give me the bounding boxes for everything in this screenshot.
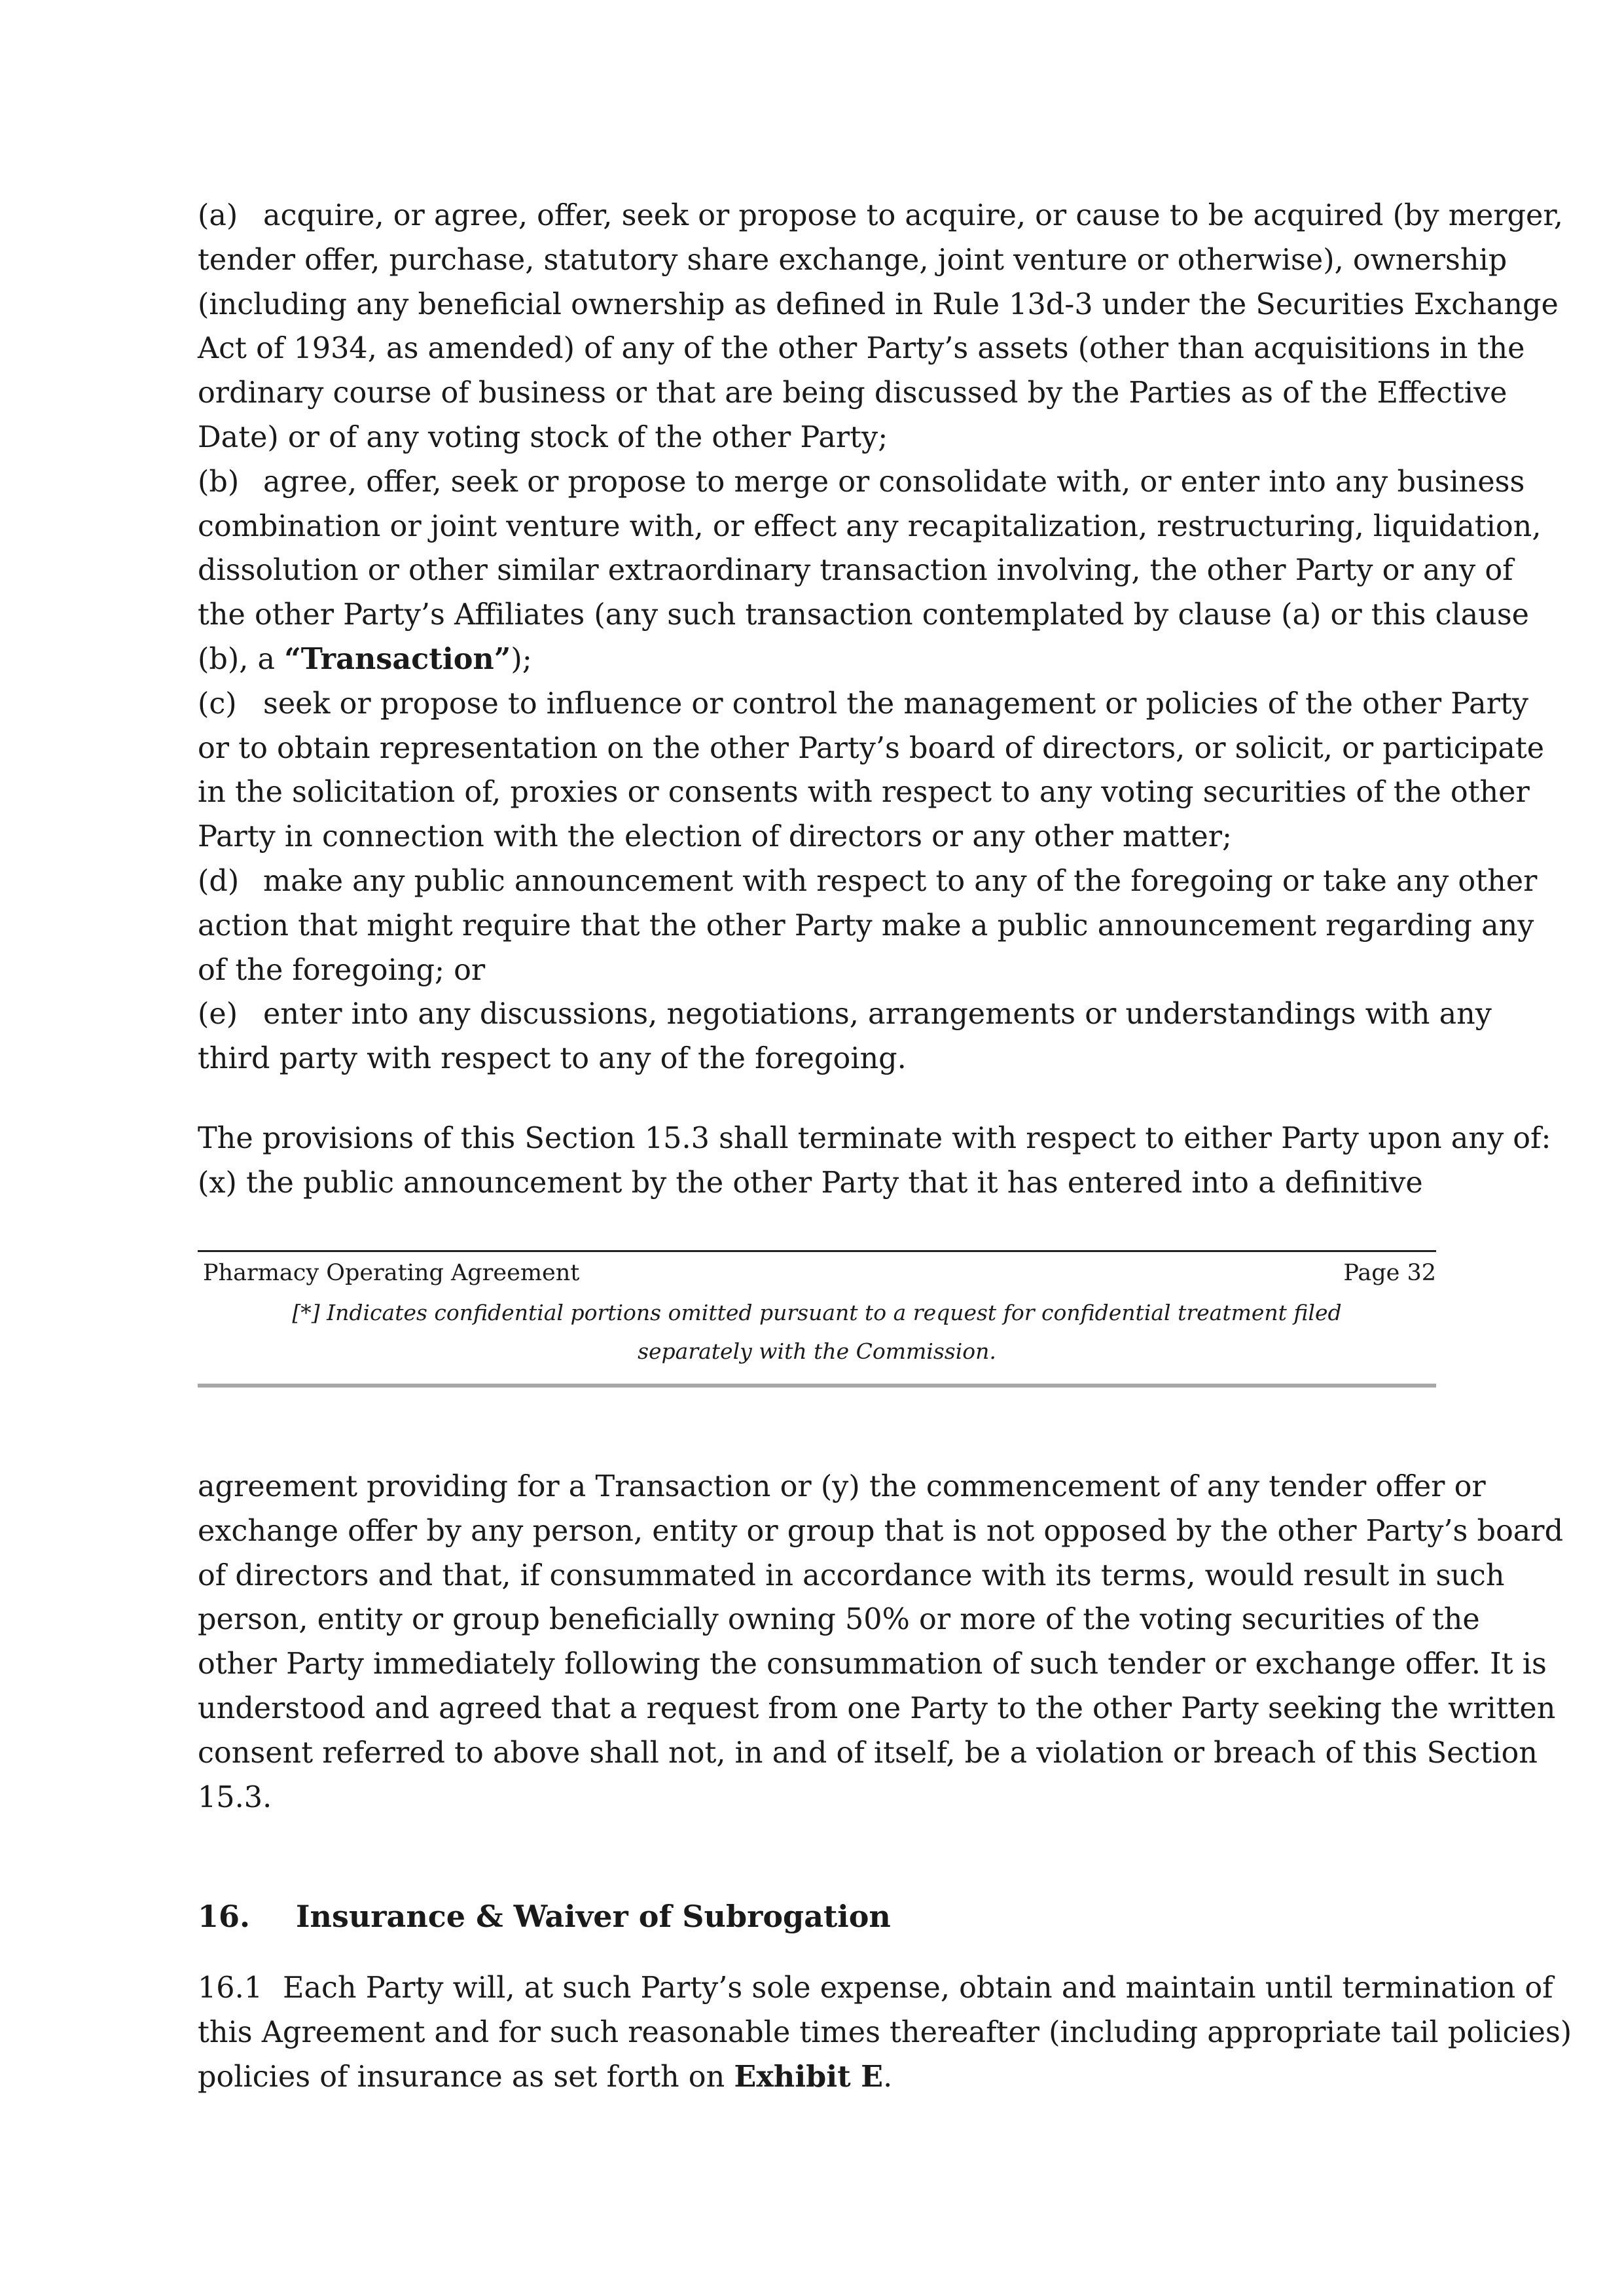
clause-text: third party with respect to any of the foregoing. [198,1042,907,1076]
continuation-paragraph [198,1465,1564,1820]
clause-text: . [883,2060,893,2094]
provisions-paragraph [198,1117,1551,1206]
paragraph-text: (x) the public announcement by the other Party that it has entered into a definitive [198,1166,1423,1200]
defined-term-transaction: “Transaction” [284,641,511,676]
section-title: Insurance & Waiver of Subrogation [296,1899,891,1934]
clause-text: (b), a [198,642,285,676]
clause-text: seek or propose to influence or control the management or policies of the other Party [263,687,1529,721]
clause-text: dissolution or other similar extraordinary transaction involving, the other Party or any of [198,554,1513,588]
clause-e [198,992,1492,1081]
section-heading [198,1894,891,1939]
footer-divider [198,1250,1436,1252]
clause-b [198,460,1542,682]
paragraph-text: understood and agreed that a request from one Party to the other Party seeking the written [198,1691,1556,1725]
clause-text: (including any beneficial ownership as defined in Rule 13d-3 under the Securities Exchange [198,287,1559,321]
clause-tag: (d) [198,864,240,898]
clause-a [198,194,1563,460]
clause-text: this Agreement and for such reasonable times thereafter (including appropriate tail policies) [198,2015,1572,2049]
clause-tag: (c) [198,687,237,721]
clause-tag: (e) [198,997,238,1031]
paragraph-text: The provisions of this Section 15.3 shall terminate with respect to either Party upon any of: [198,1122,1551,1155]
paragraph-text: 15.3. [198,1780,272,1814]
paragraph-text: consent referred to above shall not, in and of itself, be a violation or breach of this Section [198,1736,1538,1770]
exhibit-reference: Exhibit E [734,2059,884,2094]
clause-c [198,682,1545,859]
clause-text: ordinary course of business or that are being discussed by the Parties as of the Effective [198,376,1507,410]
page-break-divider [198,1384,1436,1388]
paragraph-text: other Party immediately following the consummation of such tender or exchange offer. It is [198,1647,1547,1681]
clause-text: acquire, or agree, offer, seek or propose to acquire, or cause to be acquired (by merger, [263,199,1563,232]
clause-tag: (b) [198,465,240,499]
clause-text: action that might require that the other Party make a public announcement regarding any [198,908,1534,942]
paragraph-text: agreement providing for a Transaction or (y) the commencement of any tender offer or [198,1470,1486,1503]
footer-note-line: [*] Indicates confidential portions omitted pursuant to a request for confidential treatment filed [292,1300,1342,1325]
clause-text: Act of 1934, as amended) of any of the other Party’s assets (other than acquisitions in the [198,332,1525,366]
clause-text: Date) or of any voting stock of the other Party; [198,420,888,454]
clause-text: policies of insurance as set forth on [198,2060,734,2094]
clause-text: the other Party’s Affiliates (any such transaction contemplated by clause (a) or this clause [198,598,1530,632]
clause-d [198,859,1538,992]
clause-text: agree, offer, seek or propose to merge or consolidate with, or enter into any business [263,465,1525,499]
paragraph-text: exchange offer by any person, entity or group that is not opposed by the other Party’s board [198,1514,1564,1548]
footer-confidential-note [198,1293,1436,1371]
footer-document-title: Pharmacy Operating Agreement [203,1260,580,1286]
clause-text: ); [511,642,532,676]
clause-text: make any public announcement with respect to any of the foregoing or take any other [263,864,1538,898]
clause-text: combination or joint venture with, or effect any recapitalization, restructuring, liquidation, [198,509,1542,543]
paragraph-text: person, entity or group beneficially owning 50% or more of the voting securities of the [198,1603,1480,1637]
clause-16-1 [198,1966,1572,2099]
paragraph-text: of directors and that, if consummated in accordance with its terms, would result in such [198,1558,1505,1592]
clause-list [198,194,1563,1081]
section-number: 16. [198,1899,251,1934]
clause-text: tender offer, purchase, statutory share exchange, joint venture or otherwise), ownership [198,243,1507,277]
footer-page-number: Page 32 [1343,1260,1436,1286]
clause-text: of the foregoing; or [198,953,486,987]
clause-text: or to obtain representation on the other Party’s board of directors, or solicit, or participate [198,731,1545,765]
clause-tag: 16.1 [198,1971,263,2005]
clause-text: Party in connection with the election of directors or any other matter; [198,820,1232,854]
footer-note-line: separately with the Commission. [638,1338,996,1364]
clause-text: in the solicitation of, proxies or consents with respect to any voting securities of the other [198,776,1530,810]
clause-text: enter into any discussions, negotiations, arrangements or understandings with any [263,997,1492,1031]
clause-text: Each Party will, at such Party’s sole expense, obtain and maintain until termination of [283,1971,1553,2005]
clause-tag: (a) [198,199,238,232]
